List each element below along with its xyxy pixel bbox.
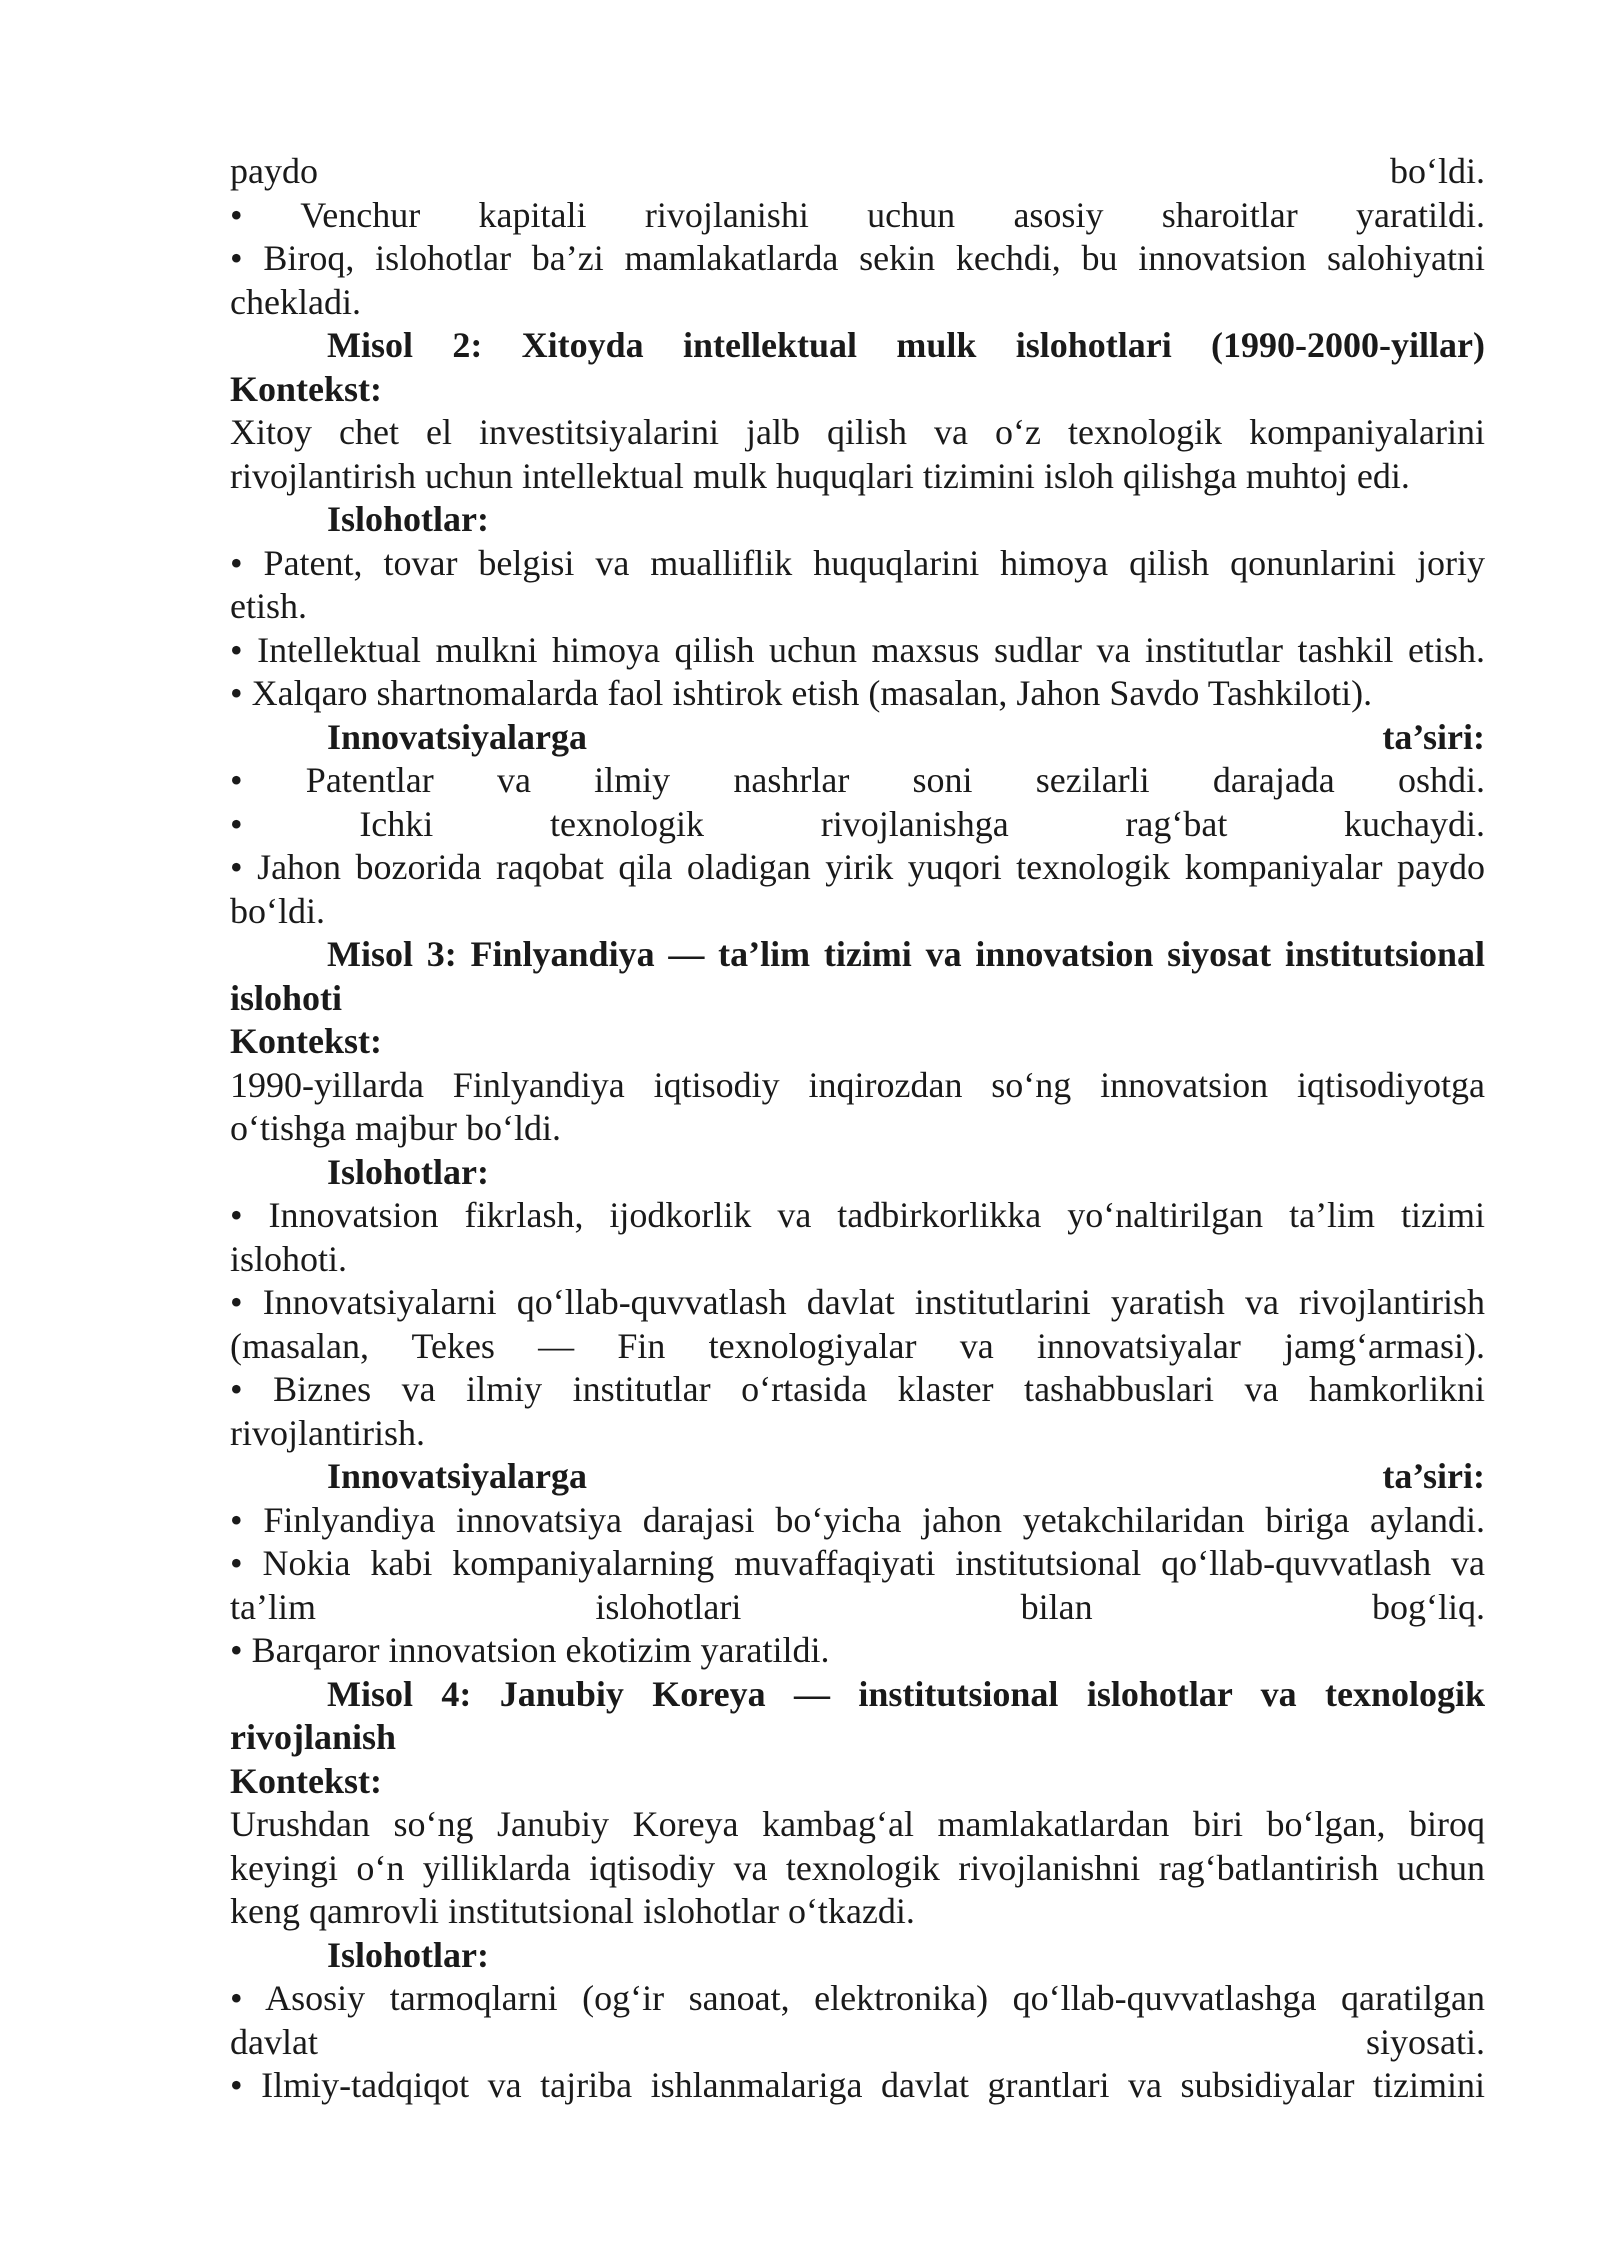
- heading-line: Kontekst:: [230, 368, 382, 409]
- text-line: • Innovatsion fikrlash, ijodkorlik va tadbirkorlikka yo‘naltirilgan ta’lim tizimi: [230, 1195, 1485, 1235]
- text-line: • Barqaror innovatsion ekotizim yaratildi.: [230, 1630, 830, 1670]
- heading-line: Innovatsiyalarga ta’siri:: [327, 716, 1485, 757]
- text-line: • Innovatsiyalarni qo‘llab-quvvatlash davlat institutlarini yaratish va rivojlantirish: [230, 1282, 1485, 1322]
- text-line: • Intellektual mulkni himoya qilish uchun maxsus sudlar va institutlar tashkil etish.: [230, 629, 1485, 670]
- text-line: • Biroq, islohotlar ba’zi mamlakatlarda sekin kechdi, bu innovatsion salohiyatni: [230, 238, 1485, 278]
- text-line: Urushdan so‘ng Janubiy Koreya kambag‘al mamlakatlardan biri bo‘lgan, biroq: [230, 1804, 1485, 1844]
- text-line: • Asosiy tarmoqlarni (og‘ir sanoat, elektronika) qo‘llab-quvvatlashga qaratilgan: [230, 1978, 1485, 2018]
- text-line: • Biznes va ilmiy institutlar o‘rtasida klaster tashabbuslari va hamkorlikni: [230, 1369, 1485, 1409]
- heading-line: Islohotlar:: [327, 499, 489, 539]
- text-line: ta’lim islohotlari bilan bog‘liq.: [230, 1586, 1485, 1627]
- text-line: Xitoy chet el investitsiyalarini jalb qilish va o‘z texnologik kompaniyalarini: [230, 412, 1485, 452]
- heading-line: Islohotlar:: [327, 1934, 489, 1975]
- text-line: rivojlantirish uchun intellektual mulk huquqlari tizimini isloh qilishga muhtoj edi.: [230, 455, 1410, 496]
- text-line: islohoti.: [230, 1238, 348, 1279]
- text-line: davlat siyosati.: [230, 2021, 1485, 2062]
- text-line: • Ichki texnologik rivojlanishga rag‘bat kuchaydi.: [230, 803, 1485, 844]
- heading-line: rivojlanish: [230, 1717, 397, 1757]
- heading-line: Islohotlar:: [327, 1151, 489, 1192]
- text-line: chekladi.: [230, 281, 361, 322]
- text-line: keyingi o‘n yilliklarda iqtisodiy va texnologik rivojlanishni rag‘batlantirish uchun: [230, 1847, 1485, 1888]
- text-line: o‘tishga majbur bo‘ldi.: [230, 1108, 561, 1148]
- heading-line: islohoti: [230, 977, 343, 1018]
- heading-line: Kontekst:: [230, 1760, 382, 1801]
- heading-line: Kontekst:: [230, 1021, 382, 1061]
- heading-line: Misol 3: Finlyandiya — ta’lim tizimi va innovatsion siyosat institutsional: [327, 934, 1485, 974]
- text-line: • Finlyandiya innovatsiya darajasi bo‘yicha jahon yetakchilaridan biriga aylandi.: [230, 1499, 1485, 1540]
- text-line: • Patentlar va ilmiy nashrlar soni sezilarli darajada oshdi.: [230, 760, 1485, 800]
- text-line: etish.: [230, 586, 307, 626]
- text-line: keng qamrovli institutsional islohotlar o‘tkazdi.: [230, 1891, 915, 1931]
- heading-line: Misol 4: Janubiy Koreya — institutsional islohotlar va texnologik: [327, 1673, 1485, 1714]
- text-line: bo‘ldi.: [230, 890, 325, 931]
- heading-line: Misol 2: Xitoyda intellektual mulk islohotlari (1990-2000-yillar): [327, 325, 1485, 365]
- document-page: [230, 150, 1485, 2108]
- text-line: • Venchur kapitali rivojlanishi uchun asosiy sharoitlar yaratildi.: [230, 194, 1485, 235]
- text-line: paydo bo‘ldi.: [230, 151, 1485, 191]
- text-line: • Nokia kabi kompaniyalarning muvaffaqiyati institutsional qo‘llab-quvvatlash va: [230, 1543, 1485, 1583]
- text-line: (masalan, Tekes — Fin texnologiyalar va innovatsiyalar jamg‘armasi).: [230, 1325, 1485, 1366]
- text-line: • Jahon bozorida raqobat qila oladigan yirik yuqori texnologik kompaniyalar paydo: [230, 847, 1485, 887]
- text-line: • Ilmiy-tadqiqot va tajriba ishlanmalariga davlat grantlari va subsidiyalar tizimini: [230, 2065, 1485, 2105]
- text-line: 1990-yillarda Finlyandiya iqtisodiy inqirozdan so‘ng innovatsion iqtisodiyotga: [230, 1064, 1485, 1105]
- text-line: • Patent, tovar belgisi va mualliflik huquqlarini himoya qilish qonunlarini joriy: [230, 542, 1485, 583]
- text-line: rivojlantirish.: [230, 1412, 425, 1453]
- text-line: • Xalqaro shartnomalarda faol ishtirok etish (masalan, Jahon Savdo Tashkiloti).: [230, 673, 1373, 713]
- heading-line: Innovatsiyalarga ta’siri:: [327, 1456, 1485, 1496]
